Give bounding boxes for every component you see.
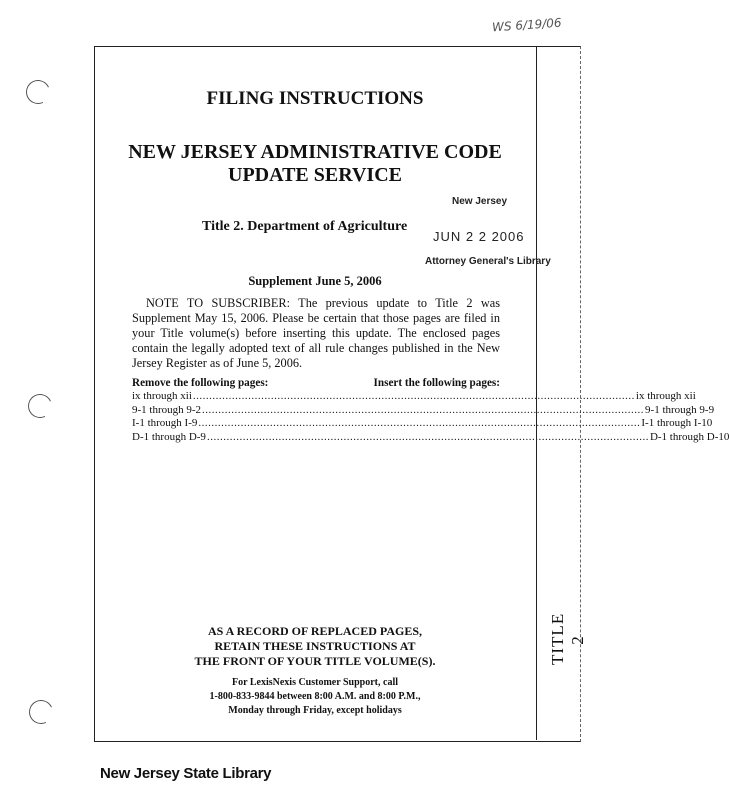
support-hours: Monday through Friday, except holidays xyxy=(228,705,402,716)
record-notice-line1: AS A RECORD OF REPLACED PAGES, xyxy=(207,624,423,638)
insert-pages: 9-1 through 9-9 xyxy=(645,403,715,416)
stamp-date: JUN 2 2 2006 xyxy=(433,229,525,244)
record-notice-line2: RETAIN THESE INSTRUCTIONS AT xyxy=(214,639,416,653)
supplement-date: Supplement June 5, 2006 xyxy=(248,274,382,288)
code-title-line2: UPDATE SERVICE xyxy=(228,164,402,186)
library-footer: New Jersey State Library xyxy=(100,765,272,782)
dot-leader: ........................................................................................................................................ xyxy=(192,390,635,402)
support-phone: 1-800-833-9844 between 8:00 A.M. and 8:00 P.M., xyxy=(209,691,421,702)
support-line1: For LexisNexis Customer Support, call xyxy=(231,677,398,688)
title-department: Title 2. Department of Agriculture xyxy=(202,219,408,234)
table-row xyxy=(132,417,713,431)
handwritten-initials: WS 6/19/06 xyxy=(491,15,562,35)
table-row xyxy=(132,390,696,404)
customer-support xyxy=(94,676,536,718)
remove-pages: 9-1 through 9-2 xyxy=(132,403,202,416)
subscriber-note: NOTE TO SUBSCRIBER: The previous update to Title 2 was Supplement May 15, 2006. Please be certain that those pages are filed in your Title volume(s) before inserting this update. The enclosed pages contain the legally adopted text of all rule changes published in the New Jersey Register as of June 5, 2006. xyxy=(132,296,500,370)
pages-table-header xyxy=(132,377,500,389)
dot-leader: ........................................................................................................................................ xyxy=(202,403,645,416)
insert-pages: ix through xii xyxy=(635,390,696,402)
insert-pages: D-1 through D-10 xyxy=(649,430,729,443)
punch-hole-middle xyxy=(25,391,56,422)
record-notice xyxy=(94,624,536,669)
pages-table xyxy=(132,390,729,444)
table-row xyxy=(132,403,715,418)
stamp-library: Attorney General's Library xyxy=(425,256,551,267)
punch-hole-top xyxy=(23,77,54,108)
insert-header: Insert the following pages: xyxy=(373,377,500,389)
remove-pages: ix through xii xyxy=(132,390,192,402)
dot-leader: ........................................................................................................................................ xyxy=(206,430,649,443)
code-title-line1: NEW JERSEY ADMINISTRATIVE CODE xyxy=(128,141,502,163)
page-title: FILING INSTRUCTIONS xyxy=(206,88,424,109)
table-row xyxy=(132,430,729,445)
record-notice-line3: THE FRONT OF YOUR TITLE VOLUME(S). xyxy=(194,654,436,668)
punch-hole-bottom xyxy=(26,697,57,728)
dot-leader: ........................................................................................................................................ xyxy=(198,417,641,430)
stamp-new-jersey: New Jersey xyxy=(452,196,508,207)
title-tab-label: TITLE 2 xyxy=(548,612,587,665)
remove-pages: D-1 through D-9 xyxy=(132,430,206,443)
remove-pages: I-1 through I-9 xyxy=(132,417,198,430)
insert-pages: I-1 through I-10 xyxy=(641,417,713,430)
remove-header: Remove the following pages: xyxy=(132,377,269,389)
